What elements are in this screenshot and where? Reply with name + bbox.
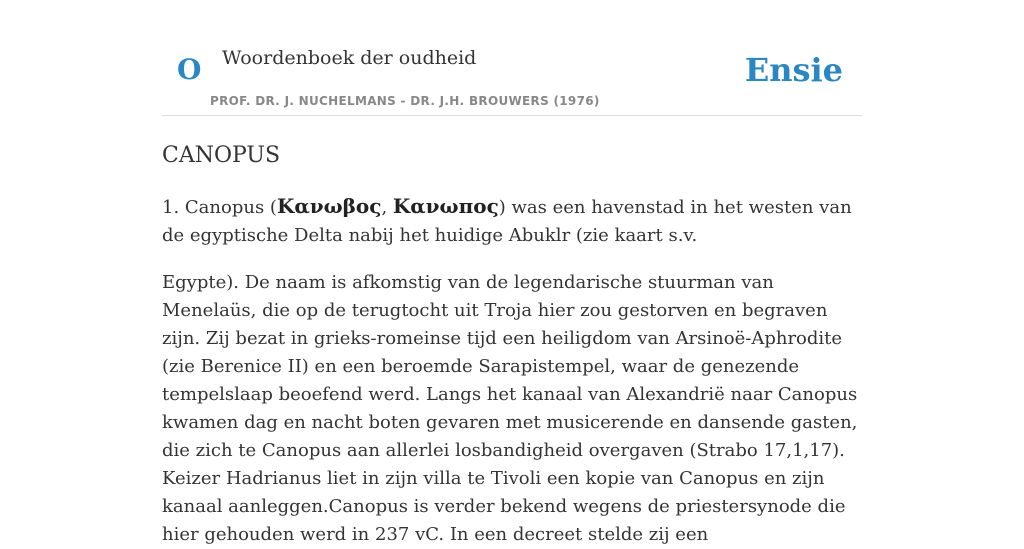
p1-separator: , bbox=[381, 197, 393, 218]
page-container bbox=[162, 0, 862, 549]
book-authors: PROF. DR. J. NUCHELMANS - DR. J.H. BROUWERS (1976) bbox=[210, 94, 600, 108]
p1-intro: 1. Canopus ( bbox=[162, 197, 277, 218]
entry bbox=[162, 140, 862, 549]
p1-rest: ) was een havenstad in het westen van de egyptische Delta nabij het huidige Abuklr (zie kaart s.v. bbox=[162, 197, 852, 246]
header bbox=[162, 0, 862, 116]
entry-paragraph-2: Egypte). De naam is afkomstig van de legendarische stuurman van Menelaüs, die op de terugtocht uit Troja hier zou gestorven en begraven zijn. Zij bezat in grieks-romeinse tijd een heiligdom van Arsinoë-Aphrodite (zie Berenice II) en een beroemde Sarapistempel, waar de genezende tempelslaap beoefend werd. Langs het kanaal van Alexandrië naar Canopus kwamen dag en nacht boten gevaren met musicerende en dansende gasten, die zich te Canopus aan allerlei losbandigheid overgaven (Strabo 17,1,17). Keizer Hadrianus liet in zijn villa te Tivoli een kopie van Canopus en zijn kanaal aanleggen.Canopus is verder bekend wegens de priestersynode die hier gehouden werd in 237 vC. In een decreet stelde zij een bbox=[162, 272, 858, 545]
entry-title: CANOPUS bbox=[162, 143, 281, 168]
greek-term-1: Κανωβος bbox=[276, 194, 382, 218]
book-title[interactable]: Woordenboek der oudheid bbox=[222, 47, 477, 69]
ensie-logo-link[interactable]: Ensie bbox=[744, 51, 843, 89]
greek-term-2: Κανωπος bbox=[392, 194, 499, 218]
entry-paragraph-1 bbox=[162, 192, 862, 250]
letter-index[interactable]: O bbox=[177, 53, 202, 86]
